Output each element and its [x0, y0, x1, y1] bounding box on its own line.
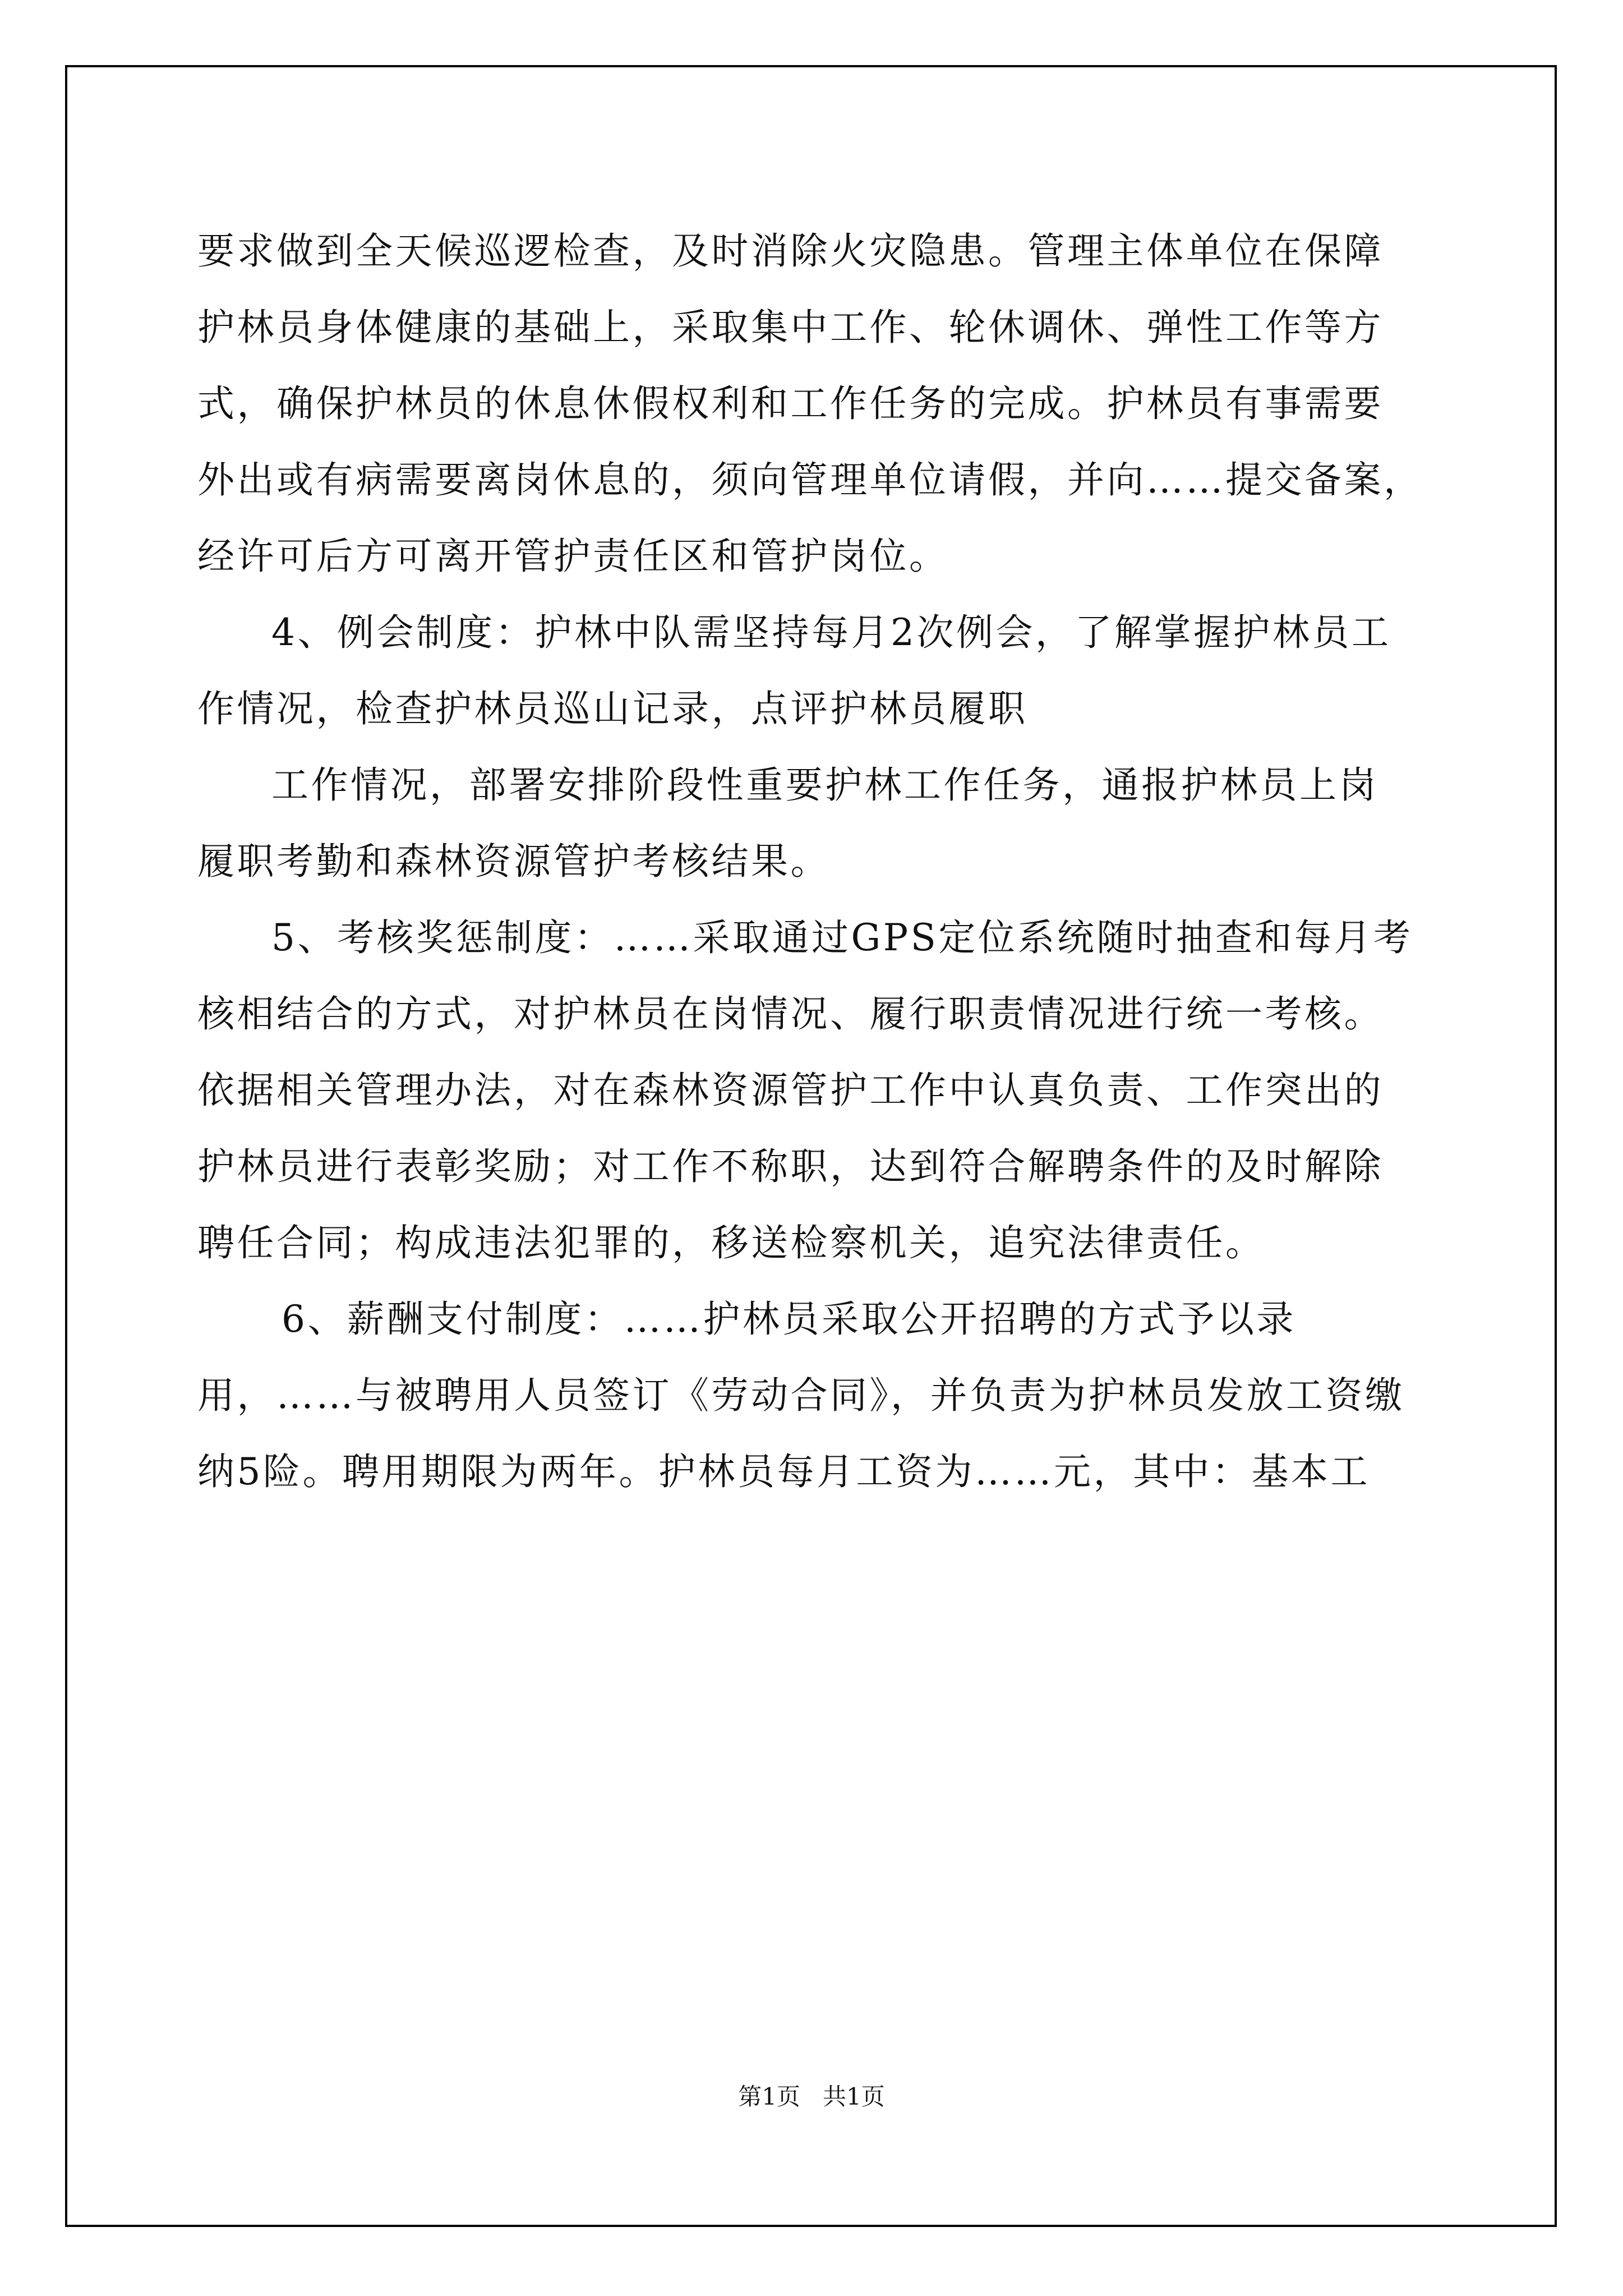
text-line: 用，……与被聘用人员签订《劳动合同》，并负责为护林员发放工资缴 [197, 1374, 1405, 1417]
text-line: 工作情况，部署安排阶段性重要护林工作任务，通报护林员上岗 [271, 763, 1378, 807]
text-line: 5、考核奖惩制度：……采取通过GPS定位系统随时抽查和每月考 [271, 916, 1413, 959]
text-line: 4、例会制度：护林中队需坚持每月2次例会，了解掌握护林员工 [271, 611, 1391, 654]
text-line: 护林员进行表彰奖励；对工作不称职，达到符合解聘条件的及时解除 [197, 1145, 1384, 1188]
page-footer: 第1页 共1页 [738, 2083, 885, 2110]
text-line: 依据相关管理办法，对在森林资源管护工作中认真负责、工作突出的 [197, 1069, 1384, 1112]
text-line: 6、薪酬支付制度：……护林员采取公开招聘的方式予以录 [282, 1297, 1296, 1341]
text-line: 护林员身体健康的基础上，采取集中工作、轮休调休、弹性工作等方 [197, 306, 1384, 349]
text-line: 经许可后方可离开管护责任区和管护岗位。 [197, 535, 949, 578]
text-line: 要求做到全天候巡逻检查，及时消除火灾隐患。管理主体单位在保障 [197, 229, 1384, 273]
text-line: 外出或有病需要离岗休息的，须向管理单位请假，并向……提交备案， [197, 458, 1423, 501]
text-line: 履职考勤和森林资源管护考核结果。 [197, 840, 830, 883]
text-line: 纳5险。聘用期限为两年。护林员每月工资为……元，其中：基本工 [197, 1450, 1370, 1493]
text-line: 聘任合同；构成违法犯罪的，移送检察机关，追究法律责任。 [197, 1221, 1265, 1264]
text-line: 式，确保护林员的休息休假权利和工作任务的完成。护林员有事需要 [197, 382, 1384, 425]
text-line: 核相结合的方式，对护林员在岗情况、履行职责情况进行统一考核。 [197, 992, 1384, 1036]
text-line: 作情况，检查护林员巡山记录，点评护林员履职 [197, 687, 1028, 730]
